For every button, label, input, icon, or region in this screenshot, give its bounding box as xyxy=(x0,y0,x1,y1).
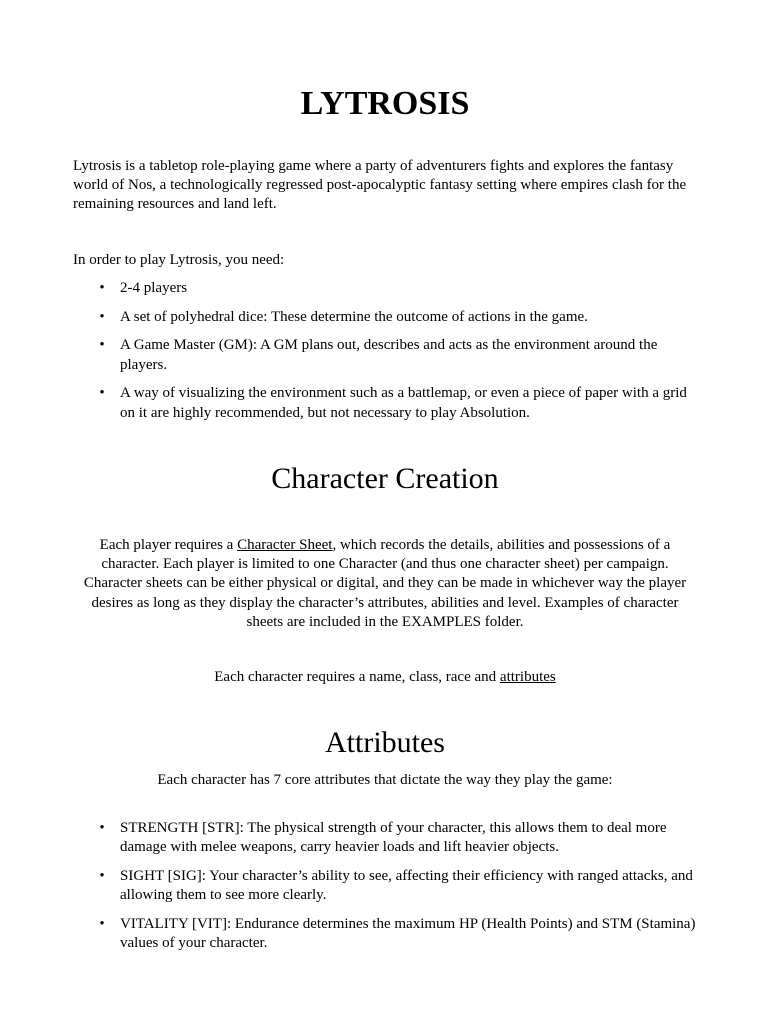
list-item-text: A way of visualizing the environment such as a battlemap, or even a piece of paper with a grid on it are highly recommended, but not necessary to play Absolution. xyxy=(120,385,687,421)
document-title: LYTROSIS xyxy=(300,85,470,122)
list-item xyxy=(73,819,697,857)
list-item-text: A Game Master (GM): A GM plans out, describes and acts as the environment around the players. xyxy=(120,337,658,373)
bullet-icon: • xyxy=(99,915,105,932)
bullet-icon: • xyxy=(99,385,105,402)
paragraph-text: Each player requires a xyxy=(99,537,238,553)
bullet-icon: • xyxy=(99,280,105,296)
list-item-text: 2-4 players xyxy=(120,280,188,296)
bullet-icon: • xyxy=(99,337,105,354)
attributes-heading: Attributes xyxy=(325,726,445,759)
list-item-text: SIGHT [SIG]: Your character’s ability to see, affecting their efficiency with ranged attacks, and allowing them to see more clearly. xyxy=(120,867,693,904)
character-sheet-link[interactable]: Character Sheet xyxy=(237,537,333,553)
intro-paragraph: Lytrosis is a tabletop role-playing game where a party of adventurers fights and explores the fantasy world of Nos, a technologically regressed post-apocalyptic fantasy setting where empires clash for the remaining resources and land left. xyxy=(73,158,687,213)
character-sheet-paragraph xyxy=(73,536,697,632)
list-item-text: VITALITY [VIT]: Endurance determines the maximum HP (Health Points) and STM (Stamina) values of your character. xyxy=(120,915,696,952)
list-item xyxy=(73,867,697,905)
requirements-list xyxy=(73,279,697,432)
attributes-link[interactable]: attributes xyxy=(499,669,556,685)
character-requirements-line xyxy=(73,668,697,687)
list-item xyxy=(73,279,697,298)
list-item-text: STRENGTH [STR]: The physical strength of your character, this allows them to deal more damage with melee weapons, carry heavier loads and lift heavier objects. xyxy=(120,820,667,856)
attributes-intro: Each character has 7 core attributes that dictate the way they play the game: xyxy=(157,772,613,788)
attributes-list xyxy=(73,819,697,963)
requirements-intro: In order to play Lytrosis, you need: xyxy=(73,252,285,268)
list-item xyxy=(73,915,697,953)
list-item xyxy=(73,308,697,327)
list-item-text: A set of polyhedral dice: These determine the outcome of actions in the game. xyxy=(120,308,588,325)
list-item xyxy=(73,336,697,374)
paragraph-text: , which records the details, abilities and possessions of a character. Each player is limited to one Character (and thus one character sheet) per campaign. Character sheets can be either physical or digital, and they can be made in whichever way the player desires as long as they display the character’s attributes, abilities and level. Examples of character sheets are included in the EXAMPLES folder. xyxy=(83,537,687,630)
paragraph-text: Each character requires a name, class, race and xyxy=(214,669,500,685)
bullet-icon: • xyxy=(99,308,105,325)
character-creation-heading: Character Creation xyxy=(271,462,499,495)
bullet-icon: • xyxy=(99,820,105,836)
bullet-icon: • xyxy=(99,867,105,884)
list-item xyxy=(73,384,697,422)
